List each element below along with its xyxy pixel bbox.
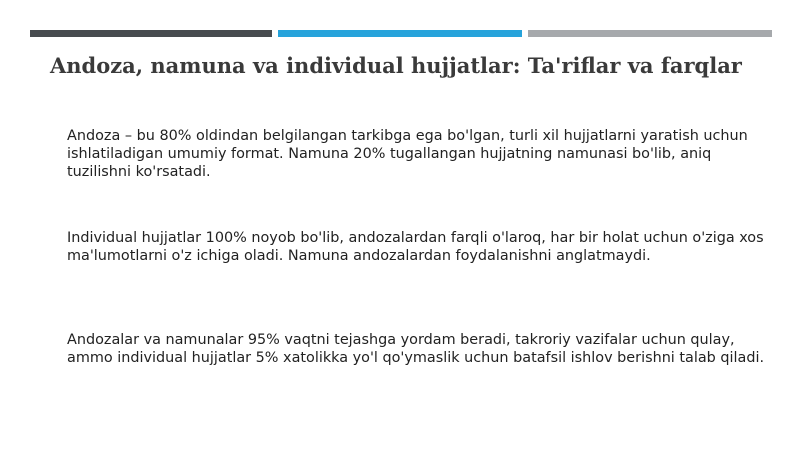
paragraph-templates: Andoza – bu 80% oldindan belgilangan tarkibga ega bo'lgan, turli xil hujjatlarni yaratish uchun ishlatiladigan umumiy format. Namuna 20% tugallangan hujjatning namunasi bo'lib, aniq tuzilishni ko'rsatadi.	[67, 128, 748, 180]
decoration-bar-blue	[278, 30, 522, 37]
decoration-bar-gray	[528, 30, 772, 37]
header-decoration-bars	[30, 30, 772, 37]
paragraph-time-savings: Andozalar va namunalar 95% vaqtni tejashga yordam beradi, takroriy vazifalar uchun qulay, ammo individual hujjatlar 5% xatolikka yo'l qo'ymaslik uchun batafsil ishlov berishni talab qiladi.	[67, 332, 765, 366]
slide-title: Andoza, namuna va individual hujjatlar: Ta'riflar va farqlar	[50, 53, 742, 78]
paragraph-individual-documents: Individual hujjatlar 100% noyob bo'lib, andozalardan farqli o'laroq, har bir holat uchun o'ziga xos ma'lumotlarni o'z ichiga oladi. Namuna andozalardan foydalanishni anglatmaydi.	[67, 230, 764, 264]
decoration-bar-dark	[30, 30, 272, 37]
